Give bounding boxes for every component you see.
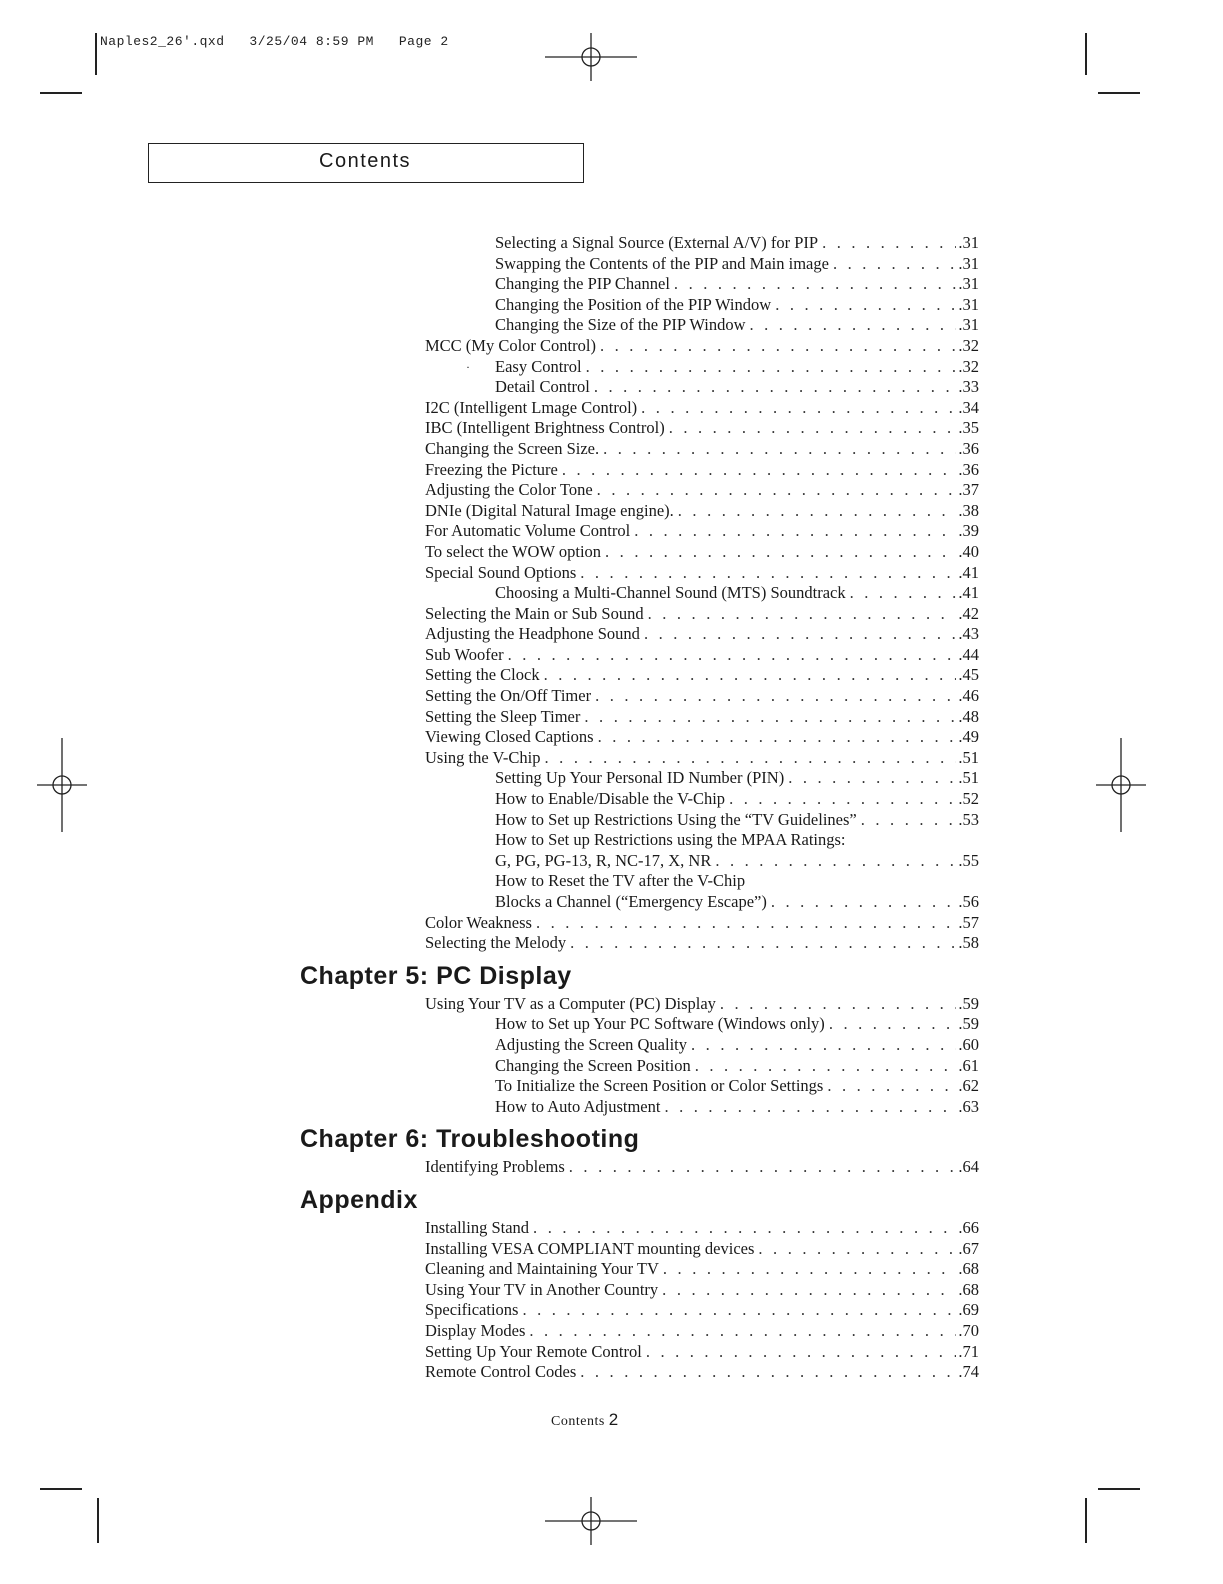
toc-entry[interactable] (0, 254, 1223, 275)
toc-entry-page: .43 (958, 624, 979, 644)
toc-entry[interactable] (0, 1218, 1223, 1239)
toc-entry-page: .58 (958, 933, 979, 953)
toc-entry[interactable] (0, 542, 1223, 563)
chapter-heading (0, 954, 1223, 994)
dot-leader (758, 1239, 956, 1260)
toc-entry[interactable] (0, 1056, 1223, 1077)
dot-leader (544, 665, 957, 686)
dot-leader (634, 521, 956, 542)
registration-mark-icon (545, 33, 637, 81)
toc-entry-title: I2C (Intelligent Lmage Control) (425, 397, 638, 417)
table-of-contents (0, 233, 1223, 1383)
toc-entry-page: .32 (958, 335, 979, 355)
chapter-heading (0, 1178, 1223, 1218)
contents-header (148, 143, 584, 183)
toc-entry-title: Sub Woofer (425, 644, 504, 664)
toc-entry-page: .31 (958, 253, 979, 273)
toc-entry-page: .53 (958, 809, 979, 829)
toc-entry-title: Using Your TV in Another Country (425, 1279, 659, 1299)
dot-leader (775, 295, 956, 316)
toc-entry[interactable] (0, 501, 1223, 522)
dot-leader (644, 624, 956, 645)
toc-entry-page: .57 (958, 912, 979, 932)
toc-entry-page: .70 (958, 1320, 979, 1340)
toc-entry-title: Using the V-Chip (425, 747, 541, 767)
crop-mark (97, 1498, 99, 1543)
dot-leader (533, 1218, 956, 1239)
dot-leader (536, 913, 956, 934)
toc-entry[interactable] (0, 789, 1223, 810)
crop-mark (1098, 1488, 1140, 1490)
toc-entry[interactable] (0, 624, 1223, 645)
toc-entry-page: .48 (958, 706, 979, 726)
toc-entry-title: Installing VESA COMPLIANT mounting devices (425, 1238, 755, 1258)
toc-entry-page: .31 (958, 294, 979, 314)
toc-entry[interactable] (0, 1239, 1223, 1260)
toc-entry-page: .35 (958, 418, 979, 438)
toc-entry-title: Changing the PIP Channel (495, 274, 670, 294)
toc-entry[interactable] (0, 233, 1223, 254)
toc-entry-title: Adjusting the Screen Quality (495, 1034, 688, 1054)
toc-entry-title: Setting the On/Off Timer (425, 686, 592, 706)
toc-entry[interactable] (0, 521, 1223, 542)
toc-entry[interactable] (0, 398, 1223, 419)
toc-entry-title: Installing Stand (425, 1217, 530, 1237)
toc-entry-title: Color Weakness (425, 912, 532, 932)
toc-entry-page: .71 (958, 1341, 979, 1361)
dot-leader (695, 1056, 957, 1077)
toc-entry-title: Blocks a Channel (“Emergency Escape”) (495, 892, 767, 911)
toc-entry-title: Selecting the Melody (425, 933, 567, 953)
toc-entry-page: .69 (958, 1300, 979, 1320)
toc-entry-title: DNIe (Digital Natural Image engine). (425, 500, 674, 520)
toc-entry-title: Changing the Screen Position (495, 1055, 691, 1075)
toc-entry-title: Remote Control Codes (425, 1362, 577, 1382)
toc-entry-title: Adjusting the Color Tone (425, 480, 593, 500)
dot-leader (749, 315, 956, 336)
dot-leader (691, 1035, 956, 1056)
toc-entry-title: For Automatic Volume Control (425, 521, 631, 541)
toc-entry[interactable] (0, 1076, 1223, 1097)
toc-entry-title: Cleaning and Maintaining Your TV (425, 1259, 659, 1279)
toc-entry-page: .59 (958, 1014, 979, 1034)
toc-entry-title: Choosing a Multi-Channel Sound (MTS) Soundtrack (495, 583, 846, 603)
toc-entry-title: Specifications (425, 1300, 519, 1320)
toc-entry-page: .42 (958, 603, 979, 623)
toc-entry[interactable] (0, 336, 1223, 357)
toc-entry-title: How to Set up Your PC Software (Windows only) (495, 1014, 825, 1034)
toc-entry[interactable] (0, 727, 1223, 748)
dot-leader (861, 810, 957, 831)
toc-entry[interactable] (0, 1014, 1223, 1035)
chapter-title: Chapter 6: Troubleshooting (300, 1125, 640, 1154)
toc-entry[interactable] (0, 439, 1223, 460)
dot-leader (580, 1362, 956, 1383)
dot-leader (720, 994, 956, 1015)
toc-entry-title: Changing the Size of the PIP Window (495, 315, 746, 335)
toc-entry-page: .52 (958, 789, 979, 809)
dot-leader (829, 1014, 957, 1035)
chapter-title: Chapter 5: PC Display (300, 961, 572, 990)
toc-entry-page: .59 (958, 993, 979, 1013)
toc-entry[interactable] (0, 645, 1223, 666)
toc-entry-title: How to Reset the TV after the V-Chip (495, 871, 746, 891)
dot-leader (562, 460, 957, 481)
toc-entry[interactable] (0, 418, 1223, 439)
dot-leader (729, 789, 956, 810)
toc-entry[interactable] (0, 933, 1223, 954)
toc-entry-title: Selecting a Signal Source (External A/V) for PIP (495, 233, 819, 252)
toc-entry-title: Setting the Sleep Timer (425, 706, 581, 726)
footer-label: Contents (551, 1414, 605, 1429)
toc-entry-page: .31 (958, 274, 979, 294)
toc-entry-page: .45 (958, 665, 979, 685)
toc-entry[interactable] (0, 686, 1223, 707)
toc-entry[interactable] (0, 315, 1223, 336)
toc-entry-title: To select the WOW option (425, 541, 602, 561)
toc-entry-page: .41 (958, 562, 979, 582)
toc-entry[interactable] (0, 357, 1223, 378)
toc-entry-title: Identifying Problems (425, 1157, 565, 1177)
toc-entry[interactable] (0, 665, 1223, 686)
toc-entry[interactable] (0, 480, 1223, 501)
toc-entry-title: Swapping the Contents of the PIP and Main image (495, 253, 829, 273)
toc-entry-page: .38 (958, 500, 979, 520)
dot-leader (678, 501, 957, 522)
toc-entry-page: .49 (958, 727, 979, 747)
dot-leader (646, 1342, 957, 1363)
dot-leader (850, 583, 957, 604)
print-slug: Naples2_26'.qxd 3/25/04 8:59 PM Page 2 (100, 34, 449, 49)
toc-entry-page: .51 (958, 747, 979, 767)
toc-entry-title: Display Modes (425, 1320, 526, 1340)
dot-leader (584, 707, 956, 728)
toc-entry-title: G, PG, PG-13, R, NC-17, X, NR (495, 850, 712, 870)
toc-entry[interactable] (0, 583, 1223, 604)
toc-entry-page: .46 (958, 686, 979, 706)
dot-leader (715, 851, 956, 872)
toc-entry[interactable] (0, 1259, 1223, 1280)
dot-leader (600, 336, 956, 357)
dot-leader (662, 1280, 956, 1301)
dot-leader (580, 563, 956, 584)
toc-entry-page: .61 (958, 1055, 979, 1075)
dot-leader (529, 1321, 956, 1342)
toc-entry-title: Detail Control (495, 377, 590, 397)
toc-entry-title: Setting the Clock (425, 665, 540, 685)
toc-entry[interactable] (0, 1300, 1223, 1321)
dot-leader (594, 377, 957, 398)
toc-entry[interactable] (0, 460, 1223, 481)
toc-entry-page: .74 (958, 1362, 979, 1382)
toc-entry-page: .37 (958, 480, 979, 500)
toc-entry-title: To Initialize the Screen Position or Color Settings (495, 1076, 824, 1096)
toc-entry-page: .36 (958, 438, 979, 458)
toc-entry-title: Setting Up Your Personal ID Number (PIN) (495, 768, 785, 788)
toc-entry-page: .66 (958, 1217, 979, 1237)
toc-entry-page: .67 (958, 1238, 979, 1258)
toc-entry-page: .33 (958, 377, 979, 397)
crop-mark (40, 92, 82, 94)
toc-entry[interactable] (0, 1280, 1223, 1301)
toc-entry[interactable] (0, 707, 1223, 728)
toc-entry-page: .40 (958, 541, 979, 561)
toc-entry[interactable] (0, 913, 1223, 934)
toc-entry-page: .63 (958, 1096, 979, 1116)
dot-leader (833, 254, 956, 275)
dot-leader (669, 418, 957, 439)
toc-entry-title: MCC (My Color Control) (425, 335, 596, 355)
dot-leader (586, 357, 957, 378)
crop-mark (1085, 1498, 1087, 1543)
toc-entry-title: IBC (Intelligent Brightness Control) (425, 418, 665, 438)
toc-entry[interactable] (0, 1342, 1223, 1363)
toc-entry-title: How to Auto Adjustment (495, 1096, 661, 1116)
dot-leader (648, 604, 957, 625)
registration-mark-icon (545, 1497, 637, 1545)
toc-entry-page: .56 (958, 892, 979, 911)
dot-leader (788, 768, 956, 789)
toc-entry-page: .32 (958, 356, 979, 376)
toc-entry[interactable] (0, 994, 1223, 1015)
dot-leader (595, 686, 956, 707)
page-footer (551, 1410, 619, 1430)
bullet-mark: · (466, 359, 470, 374)
toc-entry-page: .55 (958, 850, 979, 870)
toc-entry-title: How to Set up Restrictions Using the “TV Guidelines” (495, 809, 857, 829)
toc-entry-page: .68 (958, 1279, 979, 1299)
toc-entry[interactable] (0, 563, 1223, 584)
toc-entry-title: Freezing the Picture (425, 459, 558, 479)
toc-entry-page: .51 (958, 768, 979, 788)
toc-entry-page: .39 (958, 521, 979, 541)
chapter-title: Appendix (300, 1185, 418, 1214)
dot-leader (822, 233, 956, 254)
toc-entry-title: Using Your TV as a Computer (PC) Display (425, 993, 716, 1013)
toc-entry[interactable] (0, 377, 1223, 398)
toc-entry[interactable] (0, 1321, 1223, 1342)
toc-entry[interactable] (0, 871, 1223, 892)
dot-leader (545, 748, 957, 769)
toc-entry-page: .36 (958, 459, 979, 479)
crop-mark (40, 1488, 82, 1490)
toc-entry-page: .31 (958, 233, 979, 252)
toc-entry-title: Special Sound Options (425, 562, 577, 582)
toc-entry-title: How to Set up Restrictions using the MPAA Ratings: (495, 830, 846, 850)
dot-leader (664, 1097, 956, 1118)
toc-entry-title: Viewing Closed Captions (425, 727, 594, 747)
toc-entry[interactable] (0, 604, 1223, 625)
dot-leader (605, 542, 956, 563)
toc-entry[interactable] (0, 892, 1223, 913)
dot-leader (522, 1300, 956, 1321)
crop-mark (1085, 33, 1087, 75)
toc-entry[interactable] (0, 851, 1223, 872)
dot-leader (674, 274, 956, 295)
crop-mark (1098, 92, 1140, 94)
toc-entry[interactable] (0, 768, 1223, 789)
toc-entry-page: .68 (958, 1259, 979, 1279)
dot-leader (827, 1076, 956, 1097)
footer-page-number: 2 (608, 1410, 619, 1429)
toc-entry[interactable] (0, 830, 1223, 851)
toc-entry[interactable] (0, 1362, 1223, 1383)
toc-entry-page: .62 (958, 1076, 979, 1096)
toc-entry[interactable] (0, 274, 1223, 295)
toc-entry[interactable] (0, 1157, 1223, 1178)
crop-mark (95, 33, 97, 75)
toc-entry-page: .60 (958, 1034, 979, 1054)
toc-entry-title: Adjusting the Headphone Sound (425, 624, 640, 644)
dot-leader (597, 480, 957, 501)
toc-entry-page: .41 (958, 583, 979, 603)
dot-leader (603, 439, 956, 460)
dot-leader (771, 892, 957, 913)
toc-entry-title: Easy Control (495, 356, 582, 376)
dot-leader (508, 645, 957, 666)
toc-entry-title: Setting Up Your Remote Control (425, 1341, 642, 1361)
toc-entry-title: Changing the Screen Size. (425, 438, 600, 458)
toc-entry-page: .31 (958, 315, 979, 335)
toc-entry[interactable] (0, 810, 1223, 831)
dot-leader (569, 1157, 957, 1178)
toc-entry[interactable] (0, 1035, 1223, 1056)
chapter-heading (0, 1117, 1223, 1157)
dot-leader (598, 727, 957, 748)
toc-entry-title: How to Enable/Disable the V-Chip (495, 789, 726, 809)
toc-entry-title: Changing the Position of the PIP Window (495, 294, 772, 314)
toc-entry[interactable] (0, 1097, 1223, 1118)
dot-leader (641, 398, 956, 419)
dot-leader (570, 933, 956, 954)
toc-entry-title: Selecting the Main or Sub Sound (425, 603, 644, 623)
page-title: Contents (319, 150, 412, 172)
toc-entry-page: .44 (958, 644, 979, 664)
toc-entry-page: .64 (958, 1157, 979, 1177)
dot-leader (663, 1259, 956, 1280)
toc-entry[interactable] (0, 748, 1223, 769)
toc-entry-page: .34 (958, 397, 979, 417)
toc-entry[interactable] (0, 295, 1223, 316)
